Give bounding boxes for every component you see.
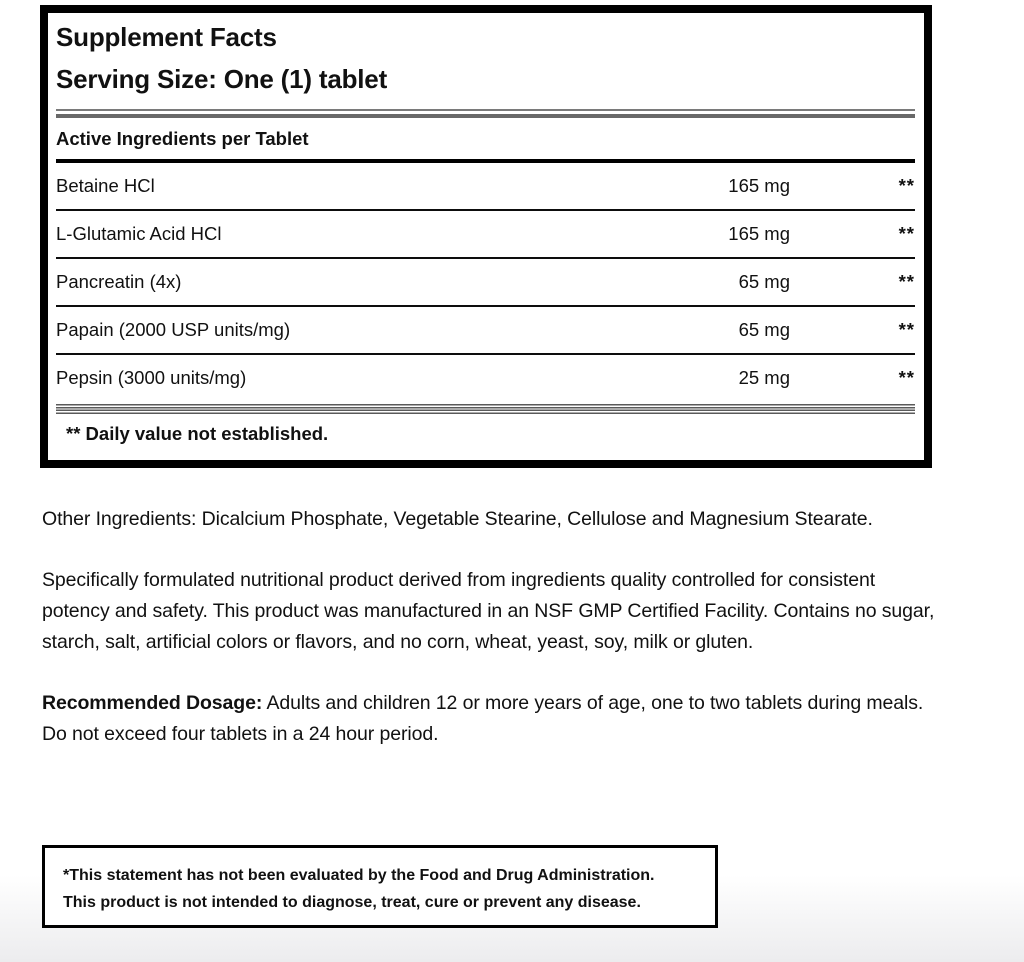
- paragraph-line: starch, salt, artificial colors or flavors, and no corn, wheat, yeast, soy, milk or gluten.: [42, 631, 754, 653]
- paragraph: [42, 565, 992, 658]
- table-row: [56, 259, 915, 307]
- quadruple-rule: [56, 404, 915, 414]
- ingredient-daily-value: **: [898, 271, 915, 292]
- paragraph: [42, 504, 992, 535]
- ingredient-amount: 65 mg: [738, 271, 790, 292]
- ingredient-name: Papain (2000 USP units/mg): [56, 319, 291, 340]
- ingredient-daily-value: **: [898, 223, 915, 244]
- daily-value-footnote: ** Daily value not established.: [66, 423, 329, 444]
- ingredient-daily-value: **: [898, 319, 915, 340]
- ingredient-daily-value: **: [898, 367, 915, 388]
- fda-disclaimer-box: [42, 845, 718, 928]
- double-rule: [56, 109, 915, 118]
- ingredient-name: L-Glutamic Acid HCl: [56, 223, 222, 244]
- paragraph-line: potency and safety. This product was manufactured in an NSF GMP Certified Facility. Contains no sugar,: [42, 600, 935, 622]
- ingredient-name: Pancreatin (4x): [56, 271, 182, 292]
- ingredient-amount: 165 mg: [728, 175, 790, 196]
- paragraph-line: Other Ingredients: Dicalcium Phosphate, Vegetable Stearine, Cellulose and Magnesium Stearate.: [42, 508, 873, 530]
- table-row: [56, 211, 915, 259]
- table-row: [56, 163, 915, 211]
- ingredient-table: [56, 163, 915, 401]
- ingredient-daily-value: **: [898, 175, 915, 196]
- disclaimer-line: This product is not intended to diagnose, treat, cure or prevent any disease.: [63, 894, 641, 911]
- paragraph-line: Do not exceed four tablets in a 24 hour period.: [42, 723, 439, 745]
- paragraph-lead: Recommended Dosage:: [42, 692, 263, 714]
- ingredient-amount: 165 mg: [728, 223, 790, 244]
- paragraph: [42, 688, 992, 750]
- paragraph-line: Recommended Dosage: Adults and children 12 or more years of age, one to two tablets during meals.: [42, 692, 924, 714]
- table-row: [56, 355, 915, 401]
- body-copy: [42, 504, 992, 750]
- facts-title: Supplement Facts: [56, 22, 277, 52]
- ingredient-name: Betaine HCl: [56, 175, 155, 196]
- ingredient-name: Pepsin (3000 units/mg): [56, 367, 247, 388]
- ingredient-amount: 25 mg: [738, 367, 790, 388]
- active-ingredients-header: Active Ingredients per Tablet: [56, 128, 309, 149]
- table-row: [56, 307, 915, 355]
- supplement-facts-panel: [40, 5, 932, 468]
- ingredient-amount: 65 mg: [738, 319, 790, 340]
- disclaimer-line: *This statement has not been evaluated by the Food and Drug Administration.: [63, 867, 655, 884]
- paragraph-line: Specifically formulated nutritional product derived from ingredients quality controlled for consistent: [42, 569, 876, 591]
- serving-size-line: Serving Size: One (1) tablet: [56, 64, 388, 94]
